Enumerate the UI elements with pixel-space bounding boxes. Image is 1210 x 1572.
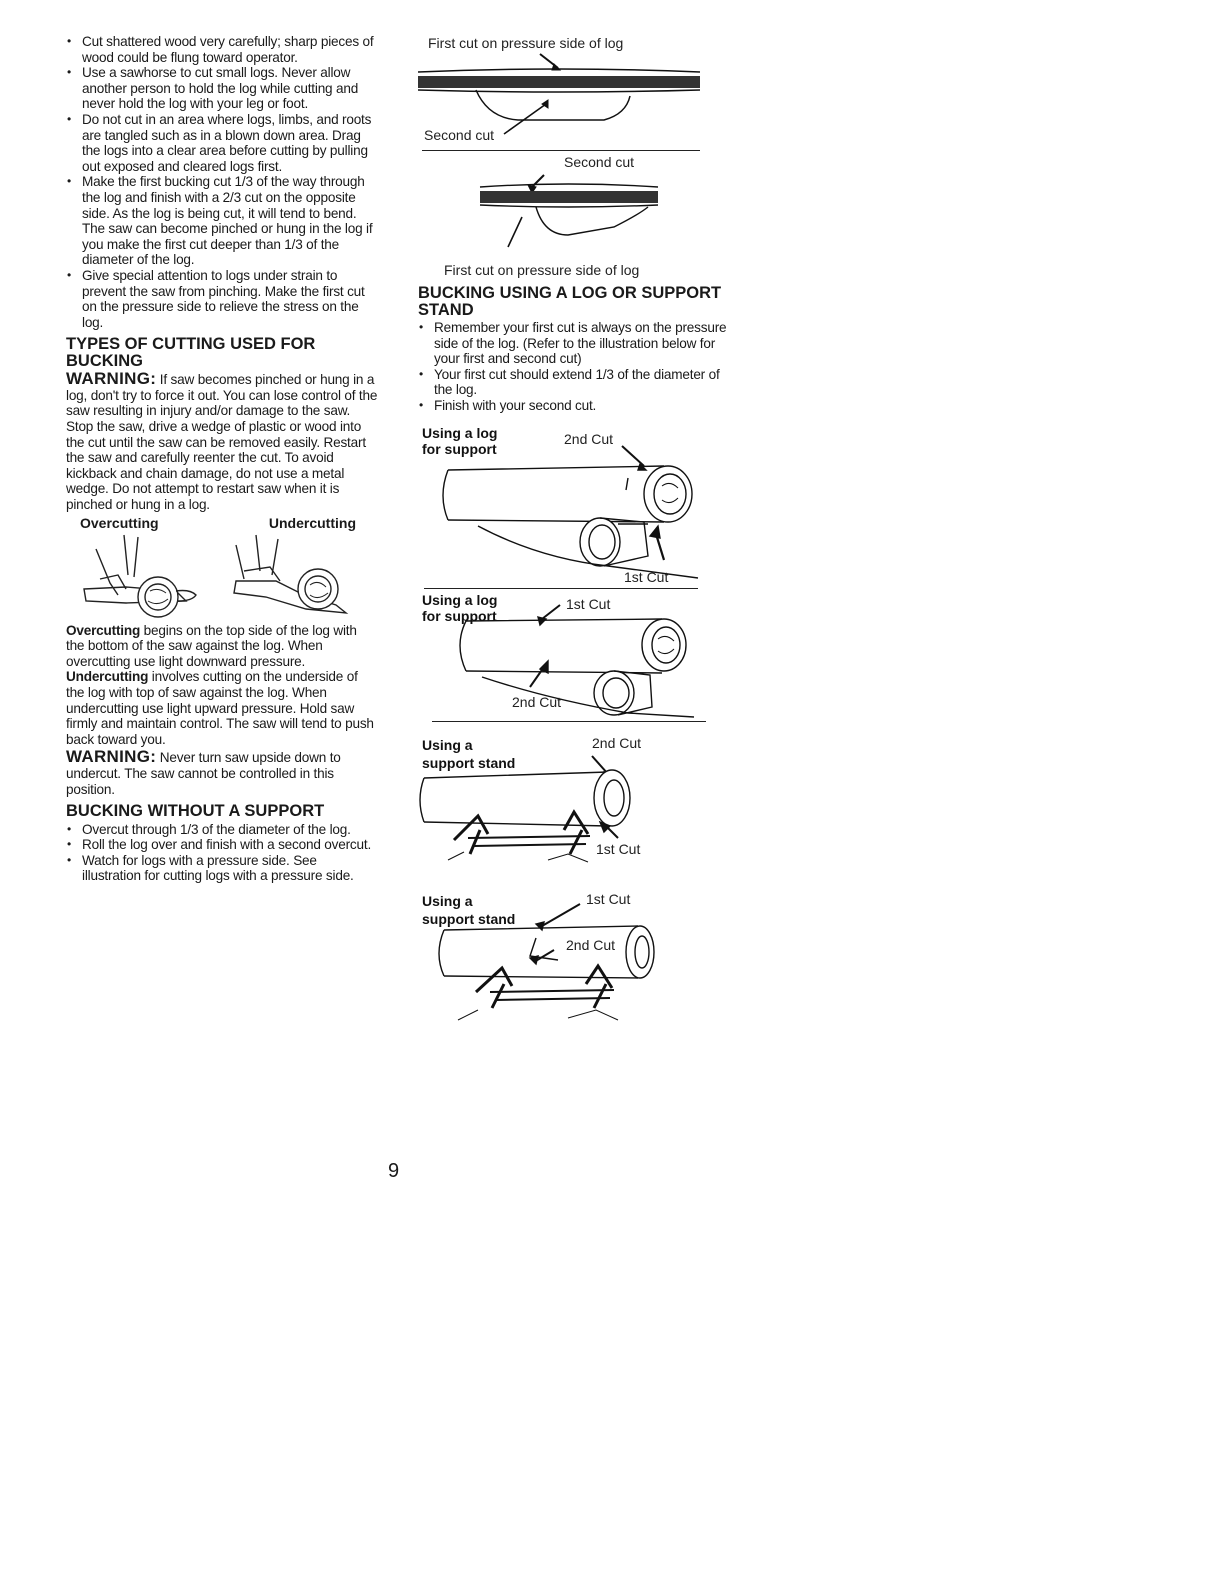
list-item: • Do not cut in an area where logs, limbs, and roots are tangled such as in a blown down area. Drag the logs into a clear area before cutting by pulling out exposed and cleared logs first. <box>66 112 378 174</box>
list-item: • Remember your first cut is always on the pressure side of the log. (Refer to the illustration below for your first and second cut) <box>418 320 730 367</box>
safety-bullet-list <box>66 34 378 330</box>
list-item: • Make the first bucking cut 1/3 of the way through the log and finish with a 2/3 cut on the opposite side. As the log is being cut, it will tend to bend. The saw can become pinched or hung in the log if you make the first cut deeper than 1/3 of the diameter of the log. <box>66 174 378 268</box>
list-item: • Give special attention to logs under strain to prevent the saw from pinching. Make the first cut on the pressure side to relieve the stress on the log. <box>66 268 378 330</box>
log-support-diagram-2 <box>418 589 730 721</box>
warning-text: If saw becomes pinched or hung in a log, don't try to force it out. You can lose control of the saw resulting in injury and/or damage to the saw. Stop the saw, drive a wedge of plastic or wood into the cut until the saw can be removed easily. Restart the saw and carefully reenter the cut. To avoid kickback and chain damage, do not use a metal wedge. Do not attempt to restart saw when it is pinched or hung in a log. <box>66 372 378 513</box>
list-item: • Roll the log over and finish with a second overcut. <box>66 837 378 853</box>
list-item: • Use a sawhorse to cut small logs. Never allow another person to hold the log while cutting and never hold the log with your leg or foot. <box>66 65 378 112</box>
diagram-label-line2: for support <box>422 440 497 457</box>
fig2-bottom-label: First cut on pressure side of log <box>444 262 640 278</box>
cut-label: 2nd Cut <box>592 734 642 751</box>
diagram-label-line2: support stand <box>422 754 516 771</box>
diagram-label-line2: support stand <box>422 910 516 927</box>
diagram-label-line1: Using a log <box>422 425 498 441</box>
pressure-side-bottom-figure <box>418 151 730 281</box>
diagram-label-line1: Using a <box>422 736 473 753</box>
types-of-cutting-heading: TYPES OF CUTTING USED FOR BUCKING <box>66 335 316 370</box>
fig1-bottom-label: Second cut <box>424 127 495 143</box>
overcutting-description <box>66 623 378 670</box>
warning-label: WARNING: <box>66 369 157 389</box>
warning-label: WARNING: <box>66 747 157 767</box>
warning-paragraph-upside-down <box>66 749 378 797</box>
list-item: • Overcut through 1/3 of the diameter of the log. <box>66 822 378 838</box>
support-stand-diagram-1 <box>418 730 730 880</box>
undercutting-description <box>66 669 378 747</box>
left-column <box>66 34 378 884</box>
warning-paragraph-pinched <box>66 371 378 512</box>
fig1-top-label: First cut on pressure side of log <box>428 35 624 51</box>
cut-label: 1st Cut <box>586 890 631 907</box>
pressure-side-top-figure <box>418 34 730 150</box>
overcutting-term: Overcutting <box>66 622 141 638</box>
fig2-top-label: Second cut <box>564 154 635 170</box>
undercutting-text: involves cutting on the underside of the log with top of saw against the log. When undercutting use light upward pressure. Hold saw firmly and maintain control. The saw will tend to push back toward you. <box>66 669 374 747</box>
right-column <box>418 34 730 1036</box>
support-bullet-list <box>418 320 730 414</box>
bucking-using-support-heading: BUCKING USING A LOG OR SUPPORT STAND <box>418 284 722 319</box>
list-item: • Cut shattered wood very carefully; sharp pieces of wood could be flung toward operator. <box>66 34 378 65</box>
cut-label: 1st Cut <box>624 568 669 585</box>
undercutting-term: Undercutting <box>66 669 149 685</box>
list-item: • Your first cut should extend 1/3 of the diameter of the log. <box>418 367 730 398</box>
log-support-diagram-1 <box>418 426 730 588</box>
diagram-label-line2: for support <box>422 607 497 624</box>
cut-label: 2nd Cut <box>564 430 614 447</box>
overcutting-undercutting-illustration <box>66 531 378 623</box>
warning-text: Never turn saw upside down to undercut. The saw cannot be controlled in this position. <box>66 750 341 797</box>
support-stand-diagram-2 <box>418 886 730 1036</box>
cut-label: 2nd Cut <box>566 936 616 953</box>
cut-label: 1st Cut <box>566 595 611 612</box>
overcutting-text: begins on the top side of the log with the bottom of the saw against the log. When overcutting use light downward pressure. <box>66 622 357 669</box>
divider <box>432 721 706 722</box>
cut-label: 2nd Cut <box>512 693 562 710</box>
list-item: • Watch for logs with a pressure side. See illustration for cutting logs with a pressure side. <box>66 853 378 884</box>
undercutting-label: Undercutting <box>268 514 356 531</box>
bucking-without-support-heading: BUCKING WITHOUT A SUPPORT <box>66 802 325 821</box>
cutting-figure-labels <box>66 515 378 531</box>
cut-label: 1st Cut <box>596 840 641 857</box>
page-number: 9 <box>388 1160 400 1182</box>
list-item: • Finish with your second cut. <box>418 398 730 414</box>
without-support-bullet-list <box>66 822 378 884</box>
diagram-label-line1: Using a <box>422 892 473 909</box>
diagram-label-line1: Using a log <box>422 591 498 608</box>
overcutting-label: Overcutting <box>80 514 159 531</box>
